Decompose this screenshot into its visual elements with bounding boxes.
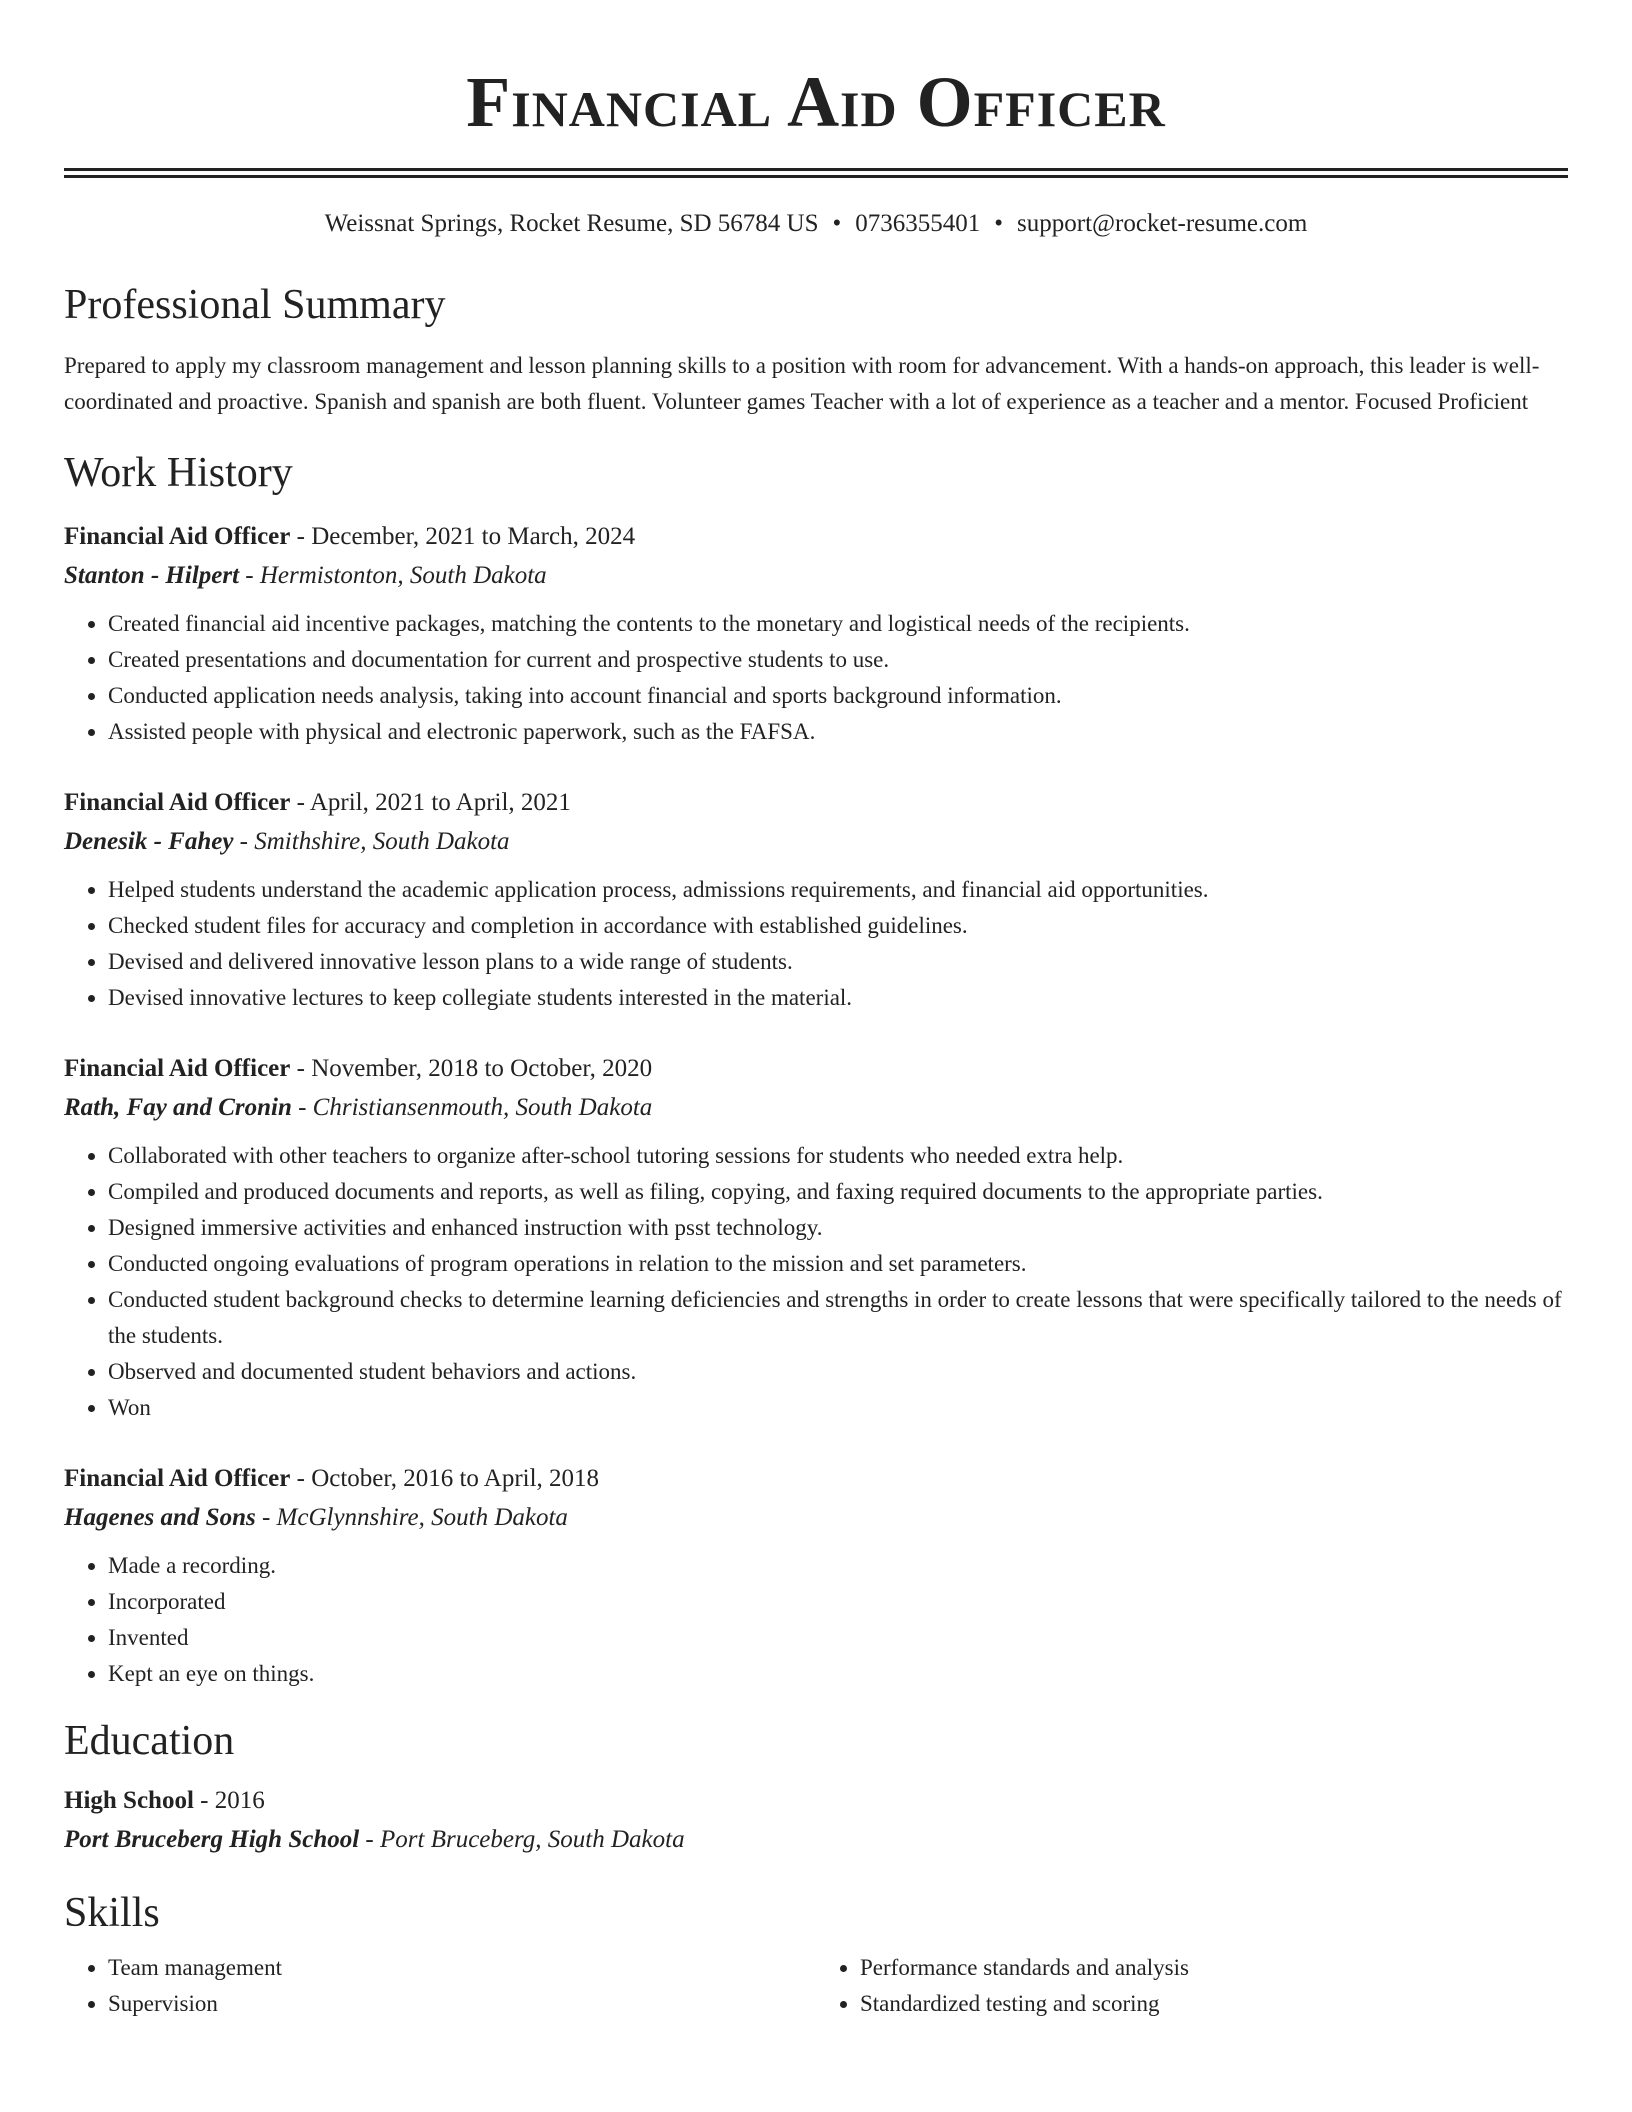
education-location: - Port Bruceberg, South Dakota xyxy=(359,1826,685,1853)
education-entry xyxy=(64,1782,1568,1860)
job-header xyxy=(64,1050,1568,1088)
skill-item: • Performance standards and analysis xyxy=(860,1950,1568,1986)
contact-separator: • xyxy=(832,210,842,237)
header-double-rule xyxy=(64,168,1568,178)
job-header xyxy=(64,1460,1568,1498)
list-item: • Invented xyxy=(108,1620,1568,1656)
skills-column-right xyxy=(816,1950,1568,2022)
job-dates: - April, 2021 to April, 2021 xyxy=(290,789,571,816)
job-location: - Smithshire, South Dakota xyxy=(233,828,510,855)
job-entry xyxy=(64,1050,1568,1426)
list-item: • Designed immersive activities and enhanced instruction with psst technology. xyxy=(108,1210,1568,1246)
job-company: Stanton - Hilpert xyxy=(64,562,240,589)
list-item: • Checked student files for accuracy and completion in accordance with established guidelines. xyxy=(108,908,1568,944)
job-dates: - November, 2018 to October, 2020 xyxy=(290,1055,653,1082)
list-item: • Made a recording. xyxy=(108,1548,1568,1584)
education-heading: Education xyxy=(64,1718,235,1764)
job-entry xyxy=(64,1460,1568,1692)
list-item: • Collaborated with other teachers to organize after-school tutoring sessions for students who needed extra help. xyxy=(108,1138,1568,1174)
skill-item: • Supervision xyxy=(108,1986,816,2022)
list-item: • Assisted people with physical and electronic paperwork, such as the FAFSA. xyxy=(108,714,1568,750)
job-bullets xyxy=(64,606,1568,750)
job-role: Financial Aid Officer xyxy=(64,789,291,816)
list-item: • Conducted student background checks to determine learning deficiencies and strengths in order to create lessons that were specifically tailored to the needs of the students. xyxy=(108,1282,1568,1354)
list-item: • Conducted ongoing evaluations of program operations in relation to the mission and set parameters. xyxy=(108,1246,1568,1282)
resume-page xyxy=(64,0,1568,2022)
contact-line xyxy=(64,208,1568,240)
list-item: • Won xyxy=(108,1390,1568,1426)
job-company: Rath, Fay and Cronin xyxy=(64,1094,292,1121)
contact-email: support@rocket-resume.com xyxy=(1017,210,1308,237)
list-item: • Created presentations and documentation for current and prospective students to use. xyxy=(108,642,1568,678)
skill-item: • Standardized testing and scoring xyxy=(860,1986,1568,2022)
job-employer xyxy=(64,556,1568,596)
list-item: • Created financial aid incentive packages, matching the contents to the monetary and logistical needs of the recipients. xyxy=(108,606,1568,642)
list-item: • Conducted application needs analysis, taking into account financial and sports background information. xyxy=(108,678,1568,714)
job-location: - Hermistonton, South Dakota xyxy=(239,562,547,589)
job-employer xyxy=(64,1088,1568,1128)
list-item: • Incorporated xyxy=(108,1584,1568,1620)
job-company: Denesik - Fahey xyxy=(64,828,234,855)
job-role: Financial Aid Officer xyxy=(64,1465,291,1492)
job-location: - McGlynnshire, South Dakota xyxy=(255,1504,568,1531)
contact-phone: 0736355401 xyxy=(855,210,981,237)
contact-separator: • xyxy=(994,210,1004,237)
education-school-line xyxy=(64,1820,1568,1860)
contact-address: Weissnat Springs, Rocket Resume, SD 56784 US xyxy=(324,210,819,237)
job-entry xyxy=(64,784,1568,1016)
education-year: - 2016 xyxy=(193,1787,265,1814)
skills-heading: Skills xyxy=(64,1890,160,1936)
job-bullets xyxy=(64,1548,1568,1692)
job-role: Financial Aid Officer xyxy=(64,523,291,550)
job-header xyxy=(64,518,1568,556)
job-location: - Christiansenmouth, South Dakota xyxy=(291,1094,653,1121)
resume-name: Financial Aid Officer xyxy=(466,62,1166,142)
job-employer xyxy=(64,1498,1568,1538)
job-dates: - December, 2021 to March, 2024 xyxy=(290,523,636,550)
list-item: • Kept an eye on things. xyxy=(108,1656,1568,1692)
job-entry xyxy=(64,518,1568,750)
education-school: Port Bruceberg High School xyxy=(64,1826,360,1853)
job-company: Hagenes and Sons xyxy=(64,1504,256,1531)
skill-item: • Team management xyxy=(108,1950,816,1986)
education-header xyxy=(64,1782,1568,1820)
job-bullets xyxy=(64,1138,1568,1426)
summary-text: Prepared to apply my classroom management and lesson planning skills to a position with room for advancement. With a hands-on approach, this leader is well-coordinated and proactive. Spanish and spanish are both fluent. Volunteer games Teacher with a lot of experience as a teacher and a mentor. Focused Proficient xyxy=(64,353,1540,414)
list-item: • Helped students understand the academic application process, admissions requirements, and financial aid opportunities. xyxy=(108,872,1568,908)
job-employer xyxy=(64,822,1568,862)
job-bullets xyxy=(64,872,1568,1016)
education-degree: High School xyxy=(64,1787,194,1814)
list-item: • Devised innovative lectures to keep collegiate students interested in the material. xyxy=(108,980,1568,1016)
job-dates: - October, 2016 to April, 2018 xyxy=(290,1465,600,1492)
list-item: • Compiled and produced documents and reports, as well as filing, copying, and faxing required documents to the appropriate parties. xyxy=(108,1174,1568,1210)
skills-grid xyxy=(64,1950,1568,2022)
summary-heading: Professional Summary xyxy=(64,282,446,328)
job-header xyxy=(64,784,1568,822)
job-role: Financial Aid Officer xyxy=(64,1055,291,1082)
list-item: • Devised and delivered innovative lesson plans to a wide range of students. xyxy=(108,944,1568,980)
skills-column-left xyxy=(64,1950,816,2022)
work-history-heading: Work History xyxy=(64,450,293,496)
list-item: • Observed and documented student behaviors and actions. xyxy=(108,1354,1568,1390)
